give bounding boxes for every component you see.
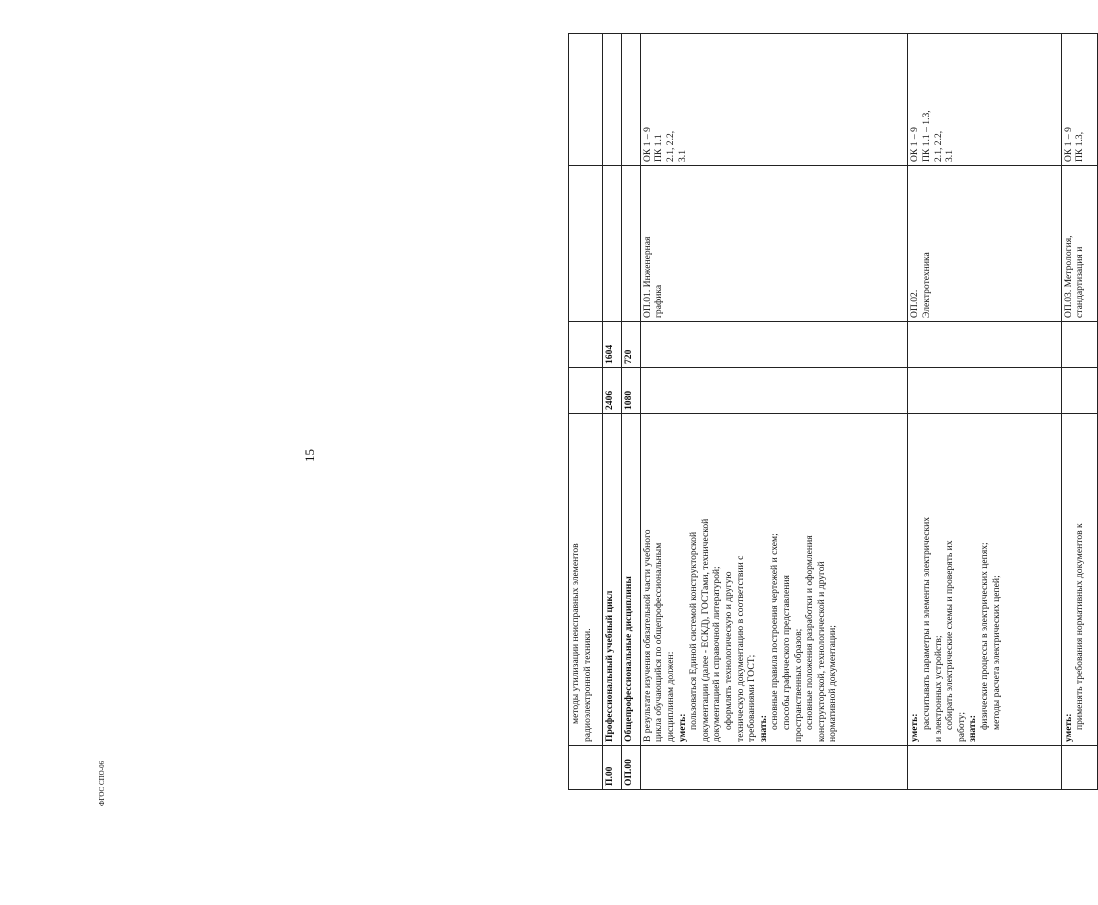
text-line: ПК 1.1 – 1.3,	[920, 110, 932, 162]
cell-code: ОП.00	[621, 746, 640, 790]
cell-desc: Профессиональный учебный цикл	[603, 414, 622, 746]
text-line: уметь:	[1062, 713, 1074, 742]
text-line: ОП.03. Метрология,	[1062, 235, 1074, 318]
cell-code	[1061, 746, 1097, 790]
text-line: и электронных устройств;	[932, 635, 944, 742]
cell-name	[621, 166, 640, 322]
text-line: ПК 1.1	[653, 134, 665, 162]
text-line: требованиями ГОСТ;	[746, 654, 758, 742]
text-line: основные положения разработки и оформления	[804, 535, 816, 730]
text-line: ПК 1.3,	[1074, 131, 1086, 162]
cell-max	[640, 368, 908, 414]
text-line: техническую документацию в соответствии с	[734, 555, 746, 742]
text-line: стандартизация и	[1074, 246, 1086, 318]
cell-max	[569, 368, 603, 414]
text-line: основные правила построения чертежей и схем;	[769, 533, 781, 730]
text-line: цикла обучающийся по общепрофессиональным	[653, 542, 665, 742]
cell-name	[908, 166, 1061, 322]
cell-name	[640, 166, 908, 322]
text-line: Электротехника	[920, 252, 932, 318]
text-line: документации (далее - ЕСКД), ГОСТами, технической	[699, 518, 711, 742]
cell-code: П.00	[603, 746, 622, 790]
text-line: конструкторской, технологической и другой	[815, 561, 827, 742]
cell-comp	[603, 34, 622, 166]
text-line: нормативной документации;	[827, 625, 839, 742]
text-line: 3.1	[944, 150, 956, 162]
text-line: документацией и справочной литературой;	[711, 566, 723, 742]
text-line: пространственных образов;	[792, 628, 804, 742]
cell-code	[908, 746, 1061, 790]
table-row-op01	[640, 34, 908, 790]
cell-obl	[908, 322, 1061, 368]
text-line: дисциплинам должен:	[665, 651, 677, 742]
cell-obl	[1061, 322, 1097, 368]
text-line: 2.1, 2.2,	[665, 130, 677, 162]
text-line: применять требования нормативных документов к	[1074, 523, 1086, 730]
text-line: радиоэлектронной техники.	[581, 628, 593, 742]
cell-comp	[621, 34, 640, 166]
text-line: собирать электрические схемы и проверять их	[944, 540, 956, 730]
text-line: ОП.02.	[909, 289, 921, 318]
cell-name	[603, 166, 622, 322]
cell-obl	[640, 322, 908, 368]
cell-desc	[1061, 414, 1097, 746]
rotated-table-frame	[568, 34, 1098, 790]
cell-desc	[569, 414, 603, 746]
cell-max	[908, 368, 1061, 414]
cell-obl: 720	[621, 322, 640, 368]
cell-code	[640, 746, 908, 790]
table-row-op02	[908, 34, 1061, 790]
footer-code: ФГОС СПО-06	[98, 760, 106, 806]
cell-comp	[640, 34, 908, 166]
cell-max	[1061, 368, 1097, 414]
cell-name	[569, 166, 603, 322]
text-line: 3.1	[676, 150, 688, 162]
text-line: уметь:	[909, 713, 921, 742]
cell-code	[569, 746, 603, 790]
text-line: графика	[653, 284, 665, 318]
cell-obl	[569, 322, 603, 368]
cell-max: 1080	[621, 368, 640, 414]
text-line: В результате изучения обязательной части учебного	[641, 529, 653, 742]
text-line: способы графического представления	[781, 575, 792, 730]
text-line: методы расчета электрических цепей;	[990, 575, 1002, 730]
text-line: ОК 1 – 9	[909, 127, 921, 162]
text-line: методы утилизации неисправных элементов	[570, 543, 581, 724]
table-row-top	[569, 34, 603, 790]
text-line: физические процессы в электрических цепях;	[978, 542, 990, 730]
cell-max: 2406	[603, 368, 622, 414]
text-line: оформлять технологическую и другую	[723, 571, 735, 730]
cell-obl: 1604	[603, 322, 622, 368]
text-line: 2.1, 2.2,	[932, 130, 944, 162]
text-line: знать:	[757, 715, 769, 742]
text-line: знать:	[967, 715, 979, 742]
text-line: ОК 1 – 9	[1062, 127, 1074, 162]
table-row-op03	[1061, 34, 1097, 790]
curriculum-table	[568, 33, 1098, 790]
text-line: уметь:	[676, 713, 688, 742]
text-line: пользоваться Единой системой конструкторской	[688, 531, 700, 730]
cell-name	[1061, 166, 1097, 322]
cell-desc	[640, 414, 908, 746]
page-number: 15	[302, 449, 317, 462]
text-line: рассчитывать параметры и элементы электрических	[920, 516, 932, 730]
table-row-p00	[603, 34, 622, 790]
cell-comp	[1061, 34, 1097, 166]
text-line: работу;	[955, 711, 967, 742]
text-line: ОК 1 – 9	[641, 127, 653, 162]
cell-comp	[908, 34, 1061, 166]
text-line: ОП.01. Инженерная	[641, 236, 653, 318]
table-row-op00	[621, 34, 640, 790]
cell-desc	[908, 414, 1061, 746]
cell-comp	[569, 34, 603, 166]
cell-desc: Общепрофессиональные дисциплины	[621, 414, 640, 746]
